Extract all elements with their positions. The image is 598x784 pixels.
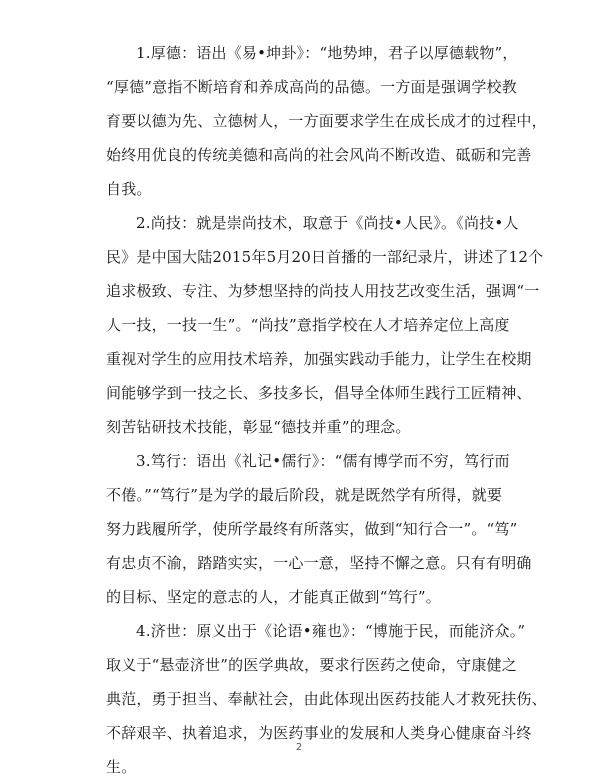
text-line: 2.尚技：就是崇尚技术，取意于《尚技•人民》。《尚技•人 — [136, 214, 519, 232]
text-line: 民》是中国大陆2015年5月20日首播的一部纪录片，讲述了12个 — [106, 248, 544, 266]
text-line: 育要以德为先、立德树人，一方面要求学生在成长成才的过程中， — [106, 112, 547, 130]
text-line: 生。 — [106, 758, 137, 776]
paragraph-jishi — [106, 614, 547, 784]
text-line: 重视对学生的应用技术培养，加强实践动手能力，让学生在校期 — [106, 350, 532, 368]
text-line: 追求极致、专注、为梦想坚持的尚技人用技艺改变生活，强调“一 — [106, 282, 540, 300]
text-line: 的目标、坚定的意志的人，才能真正做到“笃行”。 — [106, 588, 441, 606]
text-line: 4.济世：原义出于《论语•雍也》：“博施于民，而能济众。” — [136, 622, 526, 640]
document-body — [106, 36, 547, 784]
paragraph-shangji — [106, 206, 544, 444]
text-line: 不辞艰辛、执着追求，为医药事业的发展和人类身心健康奋斗终 — [106, 724, 532, 742]
text-line: 努力践履所学，使所学最终有所落实，做到“知行合一”。“笃” — [106, 520, 518, 538]
text-line: “厚德”意指不断培育和养成高尚的品德。一方面是强调学校教 — [106, 78, 517, 96]
paragraph-duxing — [106, 444, 532, 614]
text-line: 取义于“悬壶济世”的医学典故，要求行医药之使命，守康健之 — [106, 656, 517, 674]
paragraph-houde — [106, 36, 547, 206]
text-line: 自我。 — [106, 180, 152, 198]
page-number: 2 — [295, 742, 303, 753]
text-line: 间能够学到一技之长、多技多长，倡导全体师生践行工匠精神、 — [106, 384, 532, 402]
text-line: 1.厚德：语出《易•坤卦》：“地势坤，君子以厚德载物”， — [136, 44, 518, 62]
text-line: 不倦。”“笃行”是为学的最后阶段，就是既然学有所得，就要 — [106, 486, 503, 504]
text-line: 人一技，一技一生”。“尚技”意指学校在人才培养定位上高度 — [106, 316, 510, 334]
text-line: 典范，勇于担当、奉献社会，由此体现出医药技能人才救死扶伤、 — [106, 690, 547, 708]
text-line: 刻苦钻研技术技能，彰显“德技并重”的理念。 — [106, 418, 411, 436]
text-line: 始终用优良的传统美德和高尚的社会风尚不断改造、砥砺和完善 — [106, 146, 532, 164]
text-line: 3.笃行：语出《礼记•儒行》：“儒有博学而不穷，笃行而 — [136, 452, 510, 470]
text-line: 有忠贞不渝，踏踏实实，一心一意，坚持不懈之意。只有有明确 — [106, 554, 532, 572]
